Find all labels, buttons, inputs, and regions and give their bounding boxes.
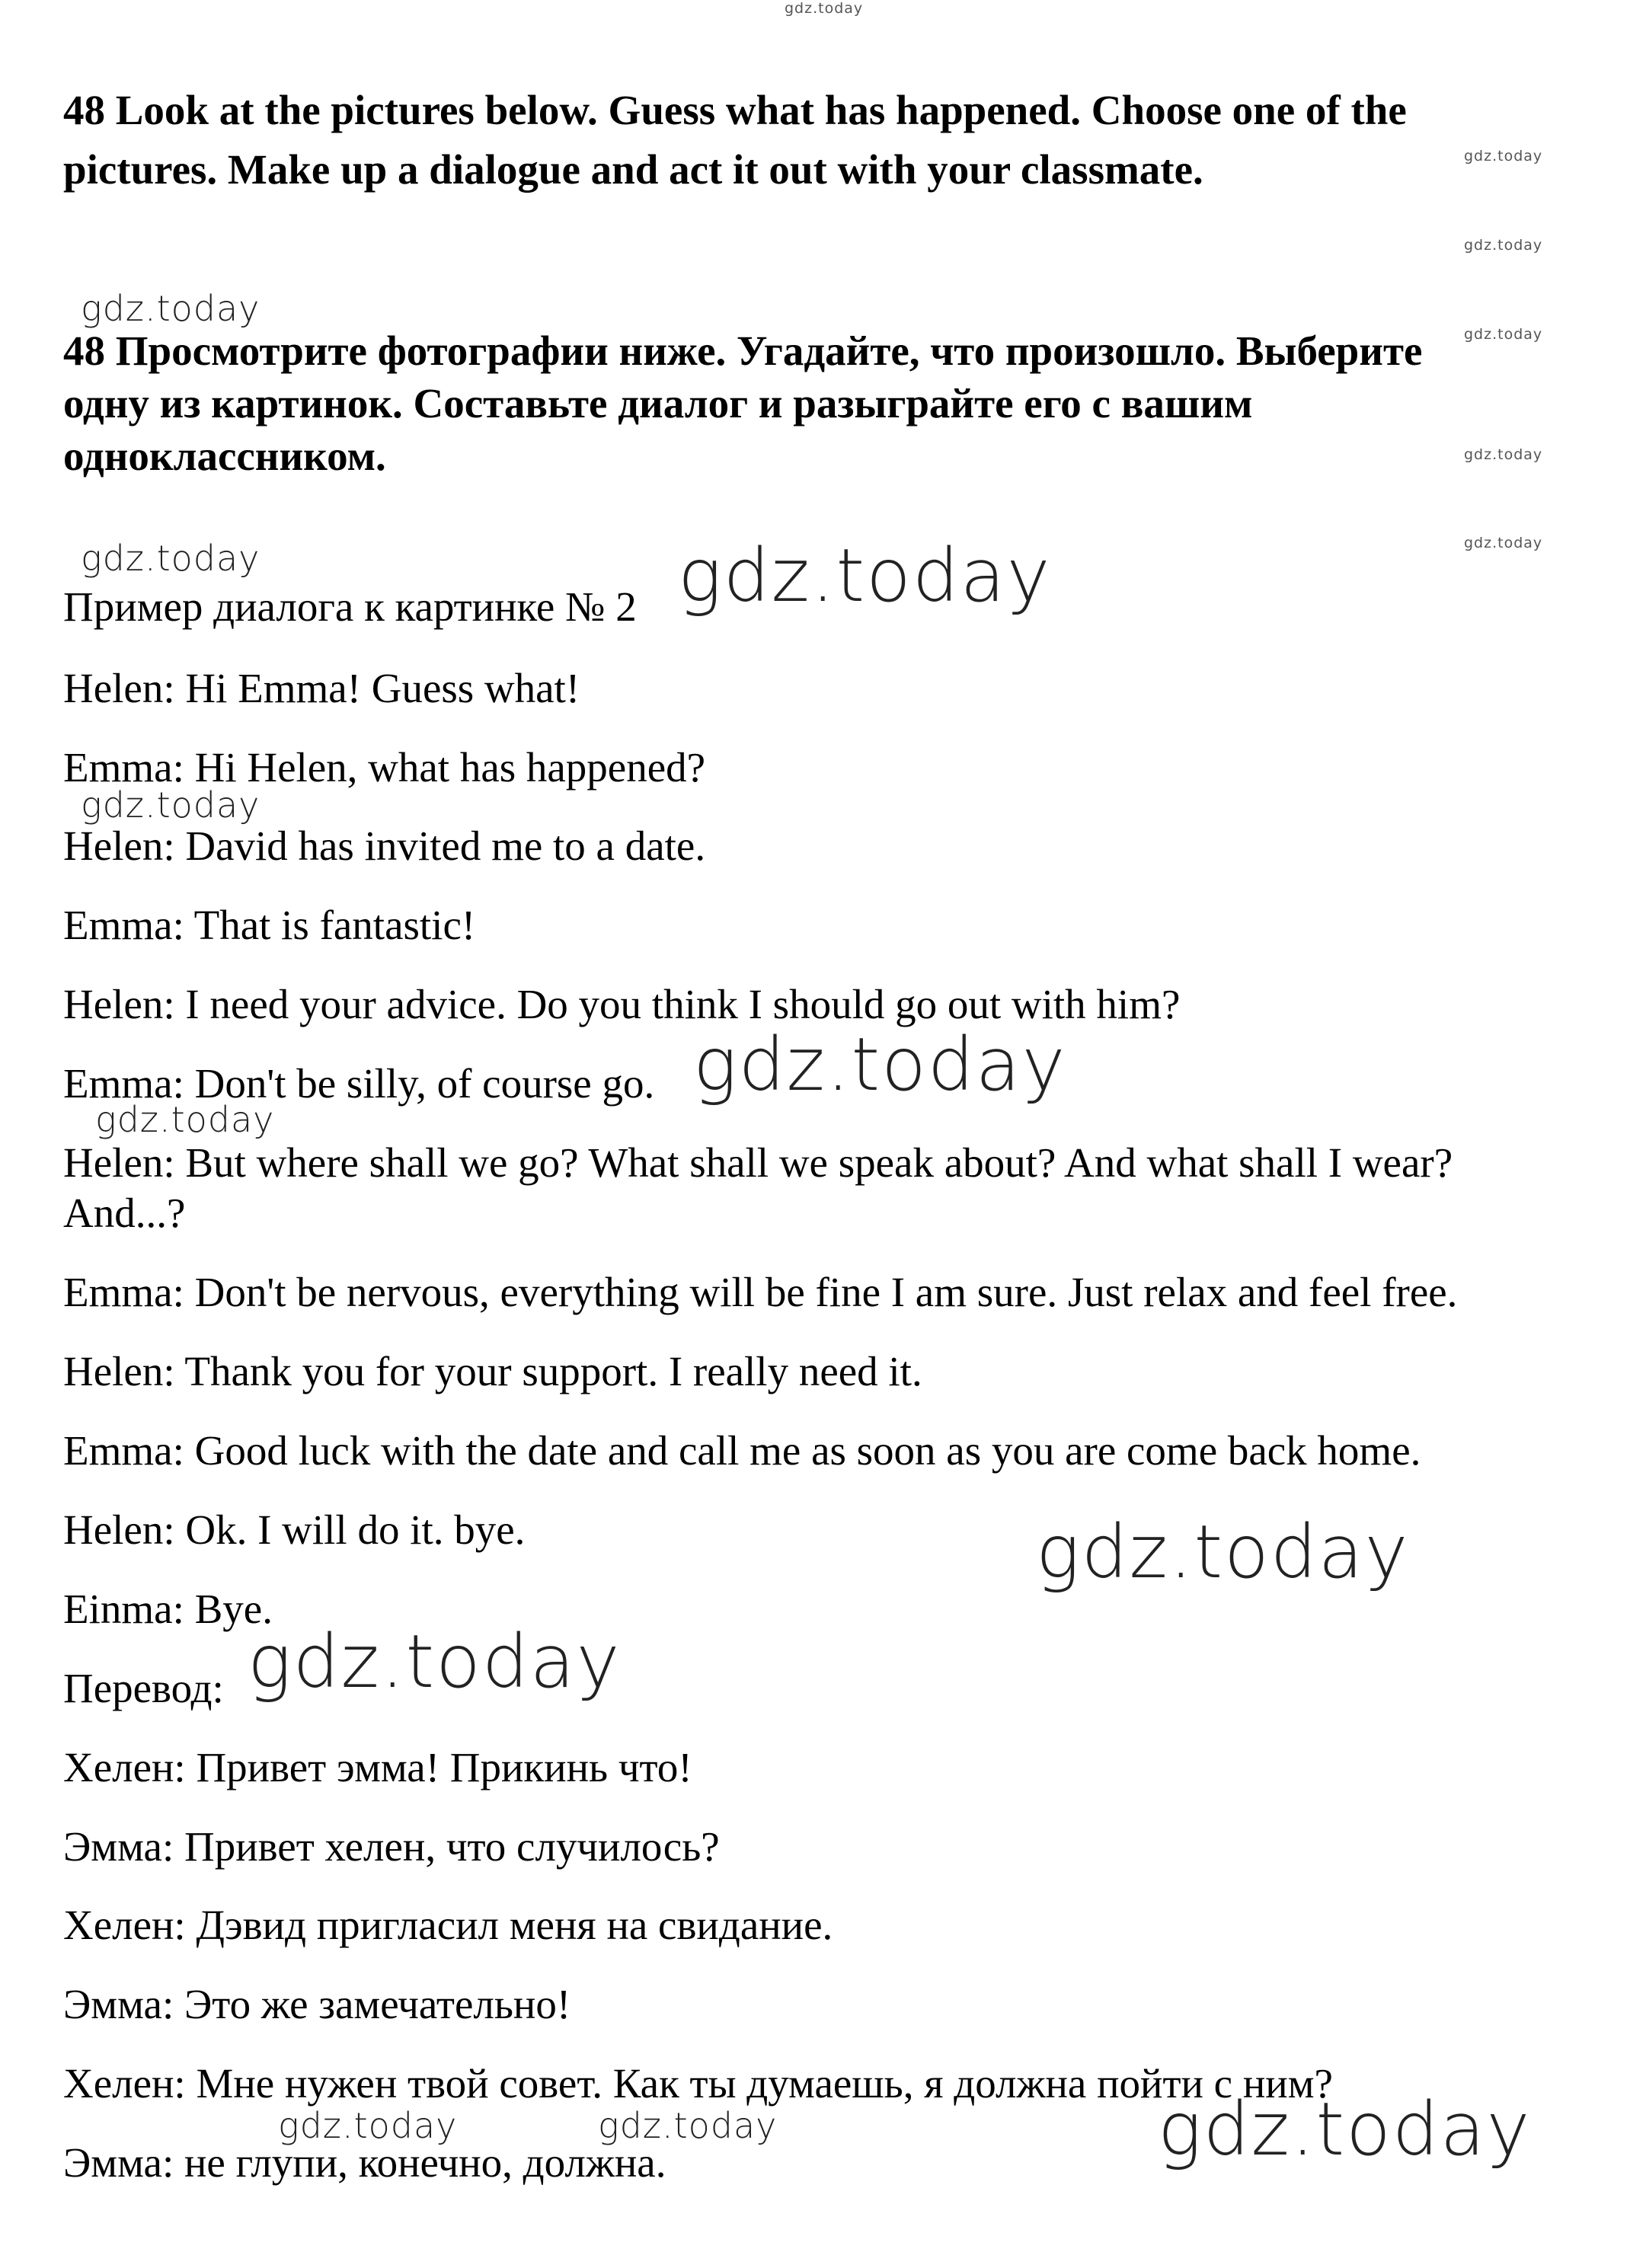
translation-line: Хелен: Дэвид пригласил меня на свидание. bbox=[63, 1902, 833, 1948]
dialogue-line: Helen: Ok. I will do it. bye. bbox=[63, 1506, 526, 1553]
dialogue-line: Helen: Hi Emma! Guess what! bbox=[63, 665, 580, 711]
watermark-tiny: gdz.today bbox=[1464, 446, 1543, 463]
dialogue-line: Helen: Thank you for your support. I really need it. bbox=[63, 1348, 922, 1394]
task-russian-line-2: одну из картинок. Составьте диалог и разыграйте его с вашим bbox=[63, 380, 1253, 426]
dialogue-line: And...? bbox=[63, 1190, 186, 1236]
dialogue-line: Helen: David has invited me to a date. bbox=[63, 823, 706, 869]
translation-heading: Перевод: bbox=[63, 1665, 224, 1711]
watermark-small: gdz.today bbox=[81, 538, 260, 579]
watermark-small: gdz.today bbox=[95, 1099, 275, 1140]
translation-line: Эмма: не глупи, конечно, должна. bbox=[63, 2139, 666, 2186]
watermark-tiny: gdz.today bbox=[1464, 326, 1543, 343]
dialogue-line: Emma: Good luck with the date and call me as soon as you are come back home. bbox=[63, 1427, 1421, 1474]
watermark-large: gdz.today bbox=[1158, 2087, 1532, 2172]
watermark-tiny: gdz.today bbox=[1464, 148, 1543, 165]
watermark-small: gdz.today bbox=[598, 2105, 778, 2146]
watermark-tiny: gdz.today bbox=[1464, 535, 1543, 551]
watermark-large: gdz.today bbox=[248, 1619, 622, 1704]
watermark-tiny: gdz.today bbox=[1464, 237, 1543, 254]
translation-line: Эмма: Это же замечательно! bbox=[63, 1981, 571, 2027]
watermark-small: gdz.today bbox=[81, 784, 260, 826]
dialogue-line: Einma: Bye. bbox=[63, 1586, 273, 1632]
task-russian-line-3: одноклассником. bbox=[63, 433, 386, 479]
watermark-small: gdz.today bbox=[81, 288, 260, 329]
dialogue-line: Emma: Don't be silly, of course go. bbox=[63, 1060, 655, 1107]
dialogue-line: Helen: I need your advice. Do you think I should go out with him? bbox=[63, 981, 1181, 1027]
translation-line: Хелен: Мне нужен твой совет. Как ты думаешь, я должна пойти с ним? bbox=[63, 2060, 1333, 2107]
example-heading: Пример диалога к картинке № 2 bbox=[63, 583, 637, 630]
dialogue-line: Emma: Hi Helen, what has happened? bbox=[63, 744, 706, 791]
watermark-large: gdz.today bbox=[678, 533, 1052, 618]
dialogue-line: Emma: That is fantastic! bbox=[63, 902, 476, 948]
task-english-line-1: 48 Look at the pictures below. Guess what has happened. Choose one of the bbox=[63, 87, 1407, 133]
task-english-line-2: pictures. Make up a dialogue and act it out with your classmate. bbox=[63, 146, 1203, 193]
translation-line: Эмма: Привет хелен, что случилось? bbox=[63, 1823, 720, 1870]
watermark-large: gdz.today bbox=[693, 1022, 1067, 1107]
dialogue-line: Helen: But where shall we go? What shall we speak about? And what shall I wear? bbox=[63, 1139, 1453, 1186]
watermark-small: gdz.today bbox=[278, 2105, 458, 2146]
translation-line: Хелен: Привет эмма! Прикинь что! bbox=[63, 1744, 692, 1790]
task-russian-line-1: 48 Просмотрите фотографии ниже. Угадайте, что произошло. Выберите bbox=[63, 327, 1423, 374]
watermark-top: gdz.today bbox=[785, 0, 864, 17]
dialogue-line: Emma: Don't be nervous, everything will be fine I am sure. Just relax and feel free. bbox=[63, 1269, 1458, 1315]
watermark-large: gdz.today bbox=[1036, 1509, 1410, 1595]
